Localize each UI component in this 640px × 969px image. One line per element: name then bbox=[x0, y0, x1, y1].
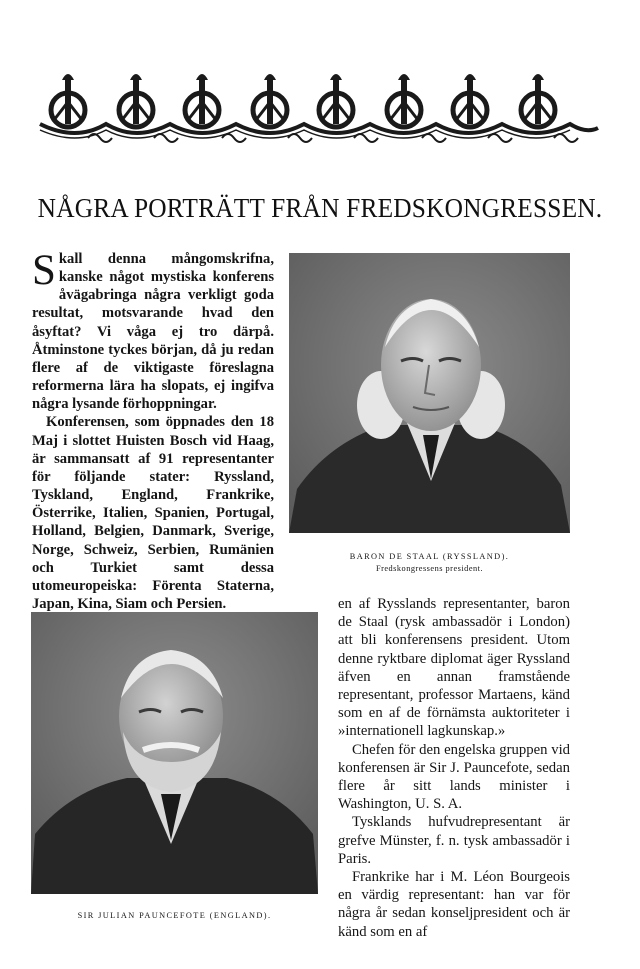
caption-pauncefote-name: SIR JULIAN PAUNCEFOTE (ENGLAND). bbox=[77, 911, 272, 920]
decorative-wreath-banner bbox=[36, 72, 602, 144]
article-title: NÅGRA PORTRÄTT FRÅN FREDSKONGRESSEN. bbox=[37, 193, 603, 223]
right-paragraph-1: en af Rysslands representanter, baron de Staal (rysk ambassadör i London) att bli konferensens president. Utom denne ryktbare diplomat äger Ryssland äfven en annan framstående representant, professor Martaens, känd som en af de förnämsta auktoriteter i »internationell lagkunskap.» bbox=[338, 596, 570, 740]
right-paragraph-3: Tysklands hufvudrepresentant är grefve Münster, f. n. tysk ambassadör i Paris. bbox=[338, 814, 570, 867]
portrait-sir-julian-pauncefote bbox=[31, 612, 318, 894]
right-paragraph-2: Chefen för den engelska gruppen vid konferensen är Sir J. Pauncefote, sedan flere år sitt lands minister i Washington, U. S. A. bbox=[338, 741, 570, 813]
left-paragraph-2: Konferensen, som öppnades den 18 Maj i slottet Huisten Bosch vid Haag, är sammansatt af 91 representanter för följande stater: Ryssland, Tyskland, England, Frankrike, Österrike, Italien, Spanien, Portugal, Holland, Belgien, Danmark, Sverige, Norge, Schweiz, Serbien, Rumänien och Turkiet samt dessa utomeuropeiska: Förenta Staterna, Japan, Kina, Siam och Persien. bbox=[32, 414, 274, 612]
caption-pauncefote bbox=[31, 910, 318, 922]
portrait-staal-drawing bbox=[289, 253, 570, 533]
left-paragraph-1-text: kall denna mångomskrifna, kanske något mystiska konferens åvägabringa några verkligt goda resultat, motsvarande hvad den åsyftat? Vi våga ej tro därpå. Åtminstone tyckes början, då ju redan flere af de viktigaste föreslagna reformerna lära ha slopats, ej ingifva några lysande förhoppningar. bbox=[32, 251, 274, 413]
portrait-baron-de-staal bbox=[289, 253, 570, 533]
caption-staal-name: BARON DE STAAL (RYSSLAND). bbox=[349, 552, 510, 561]
left-paragraph-1 bbox=[32, 247, 274, 413]
caption-staal bbox=[289, 551, 570, 575]
left-text-column bbox=[32, 247, 274, 631]
portrait-pauncefote-drawing bbox=[31, 612, 318, 894]
caption-staal-role: Fredskongressens president. bbox=[375, 564, 484, 573]
right-paragraph-4: Frankrike har i M. Léon Bourgeois en värdig representant: han var för några år sedan konseljpresident och är känd som en af bbox=[338, 869, 570, 940]
right-text-column bbox=[338, 595, 570, 941]
drop-cap: S bbox=[32, 247, 56, 294]
